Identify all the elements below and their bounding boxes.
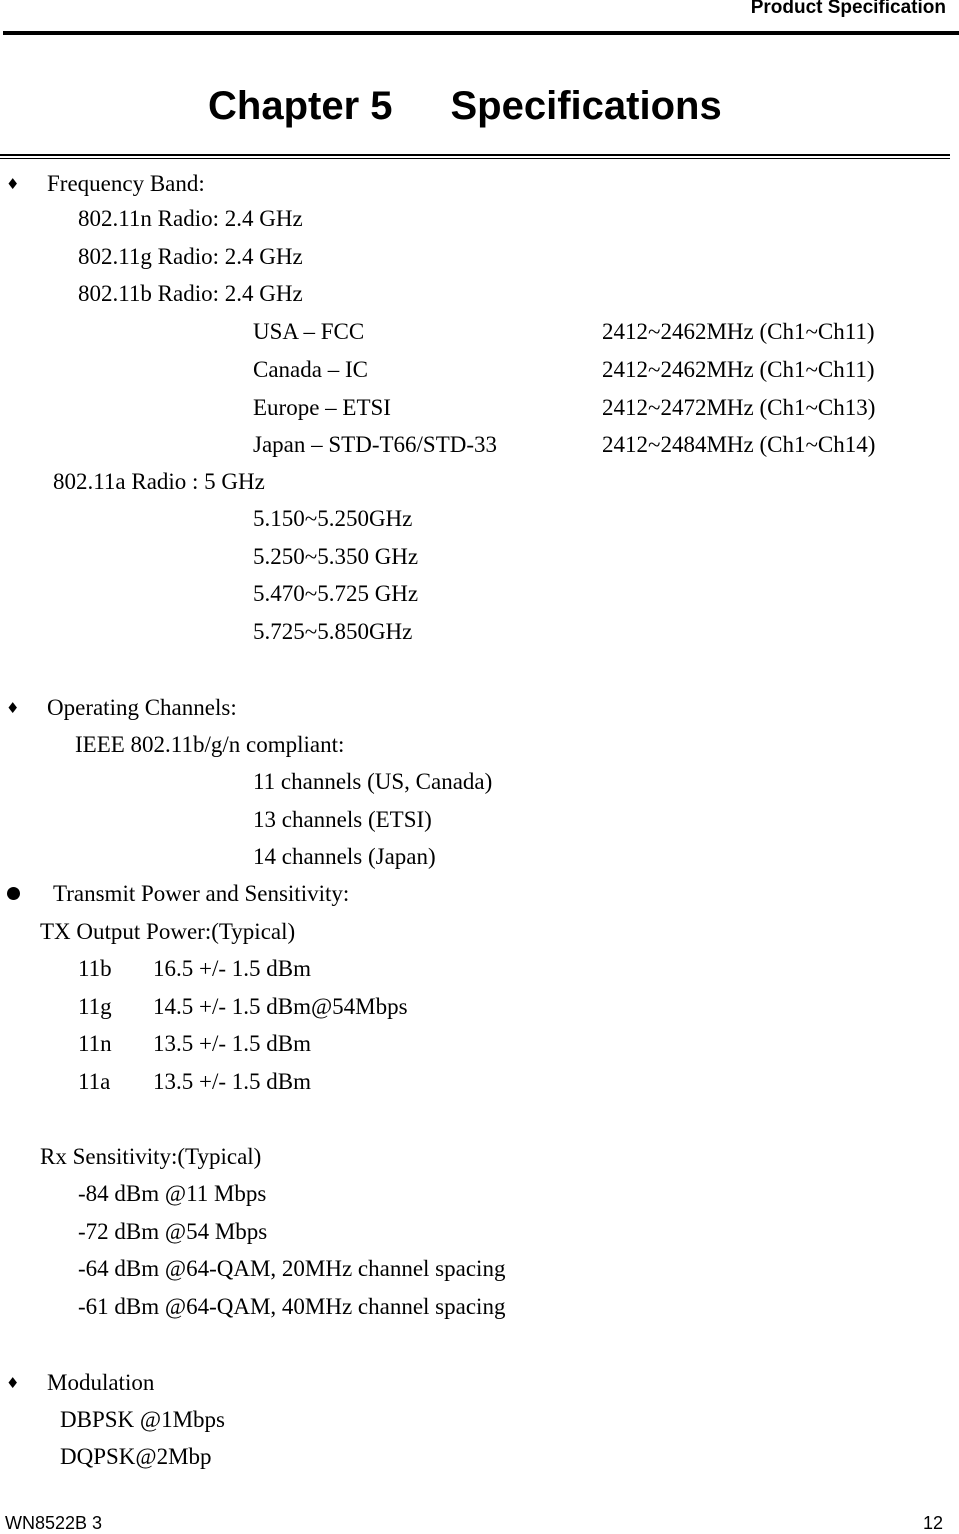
frequency-heading: Frequency Band:: [47, 171, 205, 196]
region-name: Japan – STD-T66/STD-33: [253, 432, 498, 457]
rx-item: -64 dBm @64-QAM, 20MHz channel spacing: [78, 1256, 506, 1281]
region-name: USA – FCC: [253, 319, 365, 344]
running-header: Product Specification: [750, 0, 946, 18]
modulation-item: DBPSK @1Mbps: [60, 1407, 225, 1432]
band-5g: 5.725~5.850GHz: [253, 619, 413, 644]
tx-value: 13.5 +/- 1.5 dBm: [153, 1031, 312, 1056]
title-rule-thick: [0, 154, 950, 156]
page-number: 12: [922, 1513, 943, 1533]
modulation-heading: Modulation: [47, 1370, 155, 1395]
tx-value: 13.5 +/- 1.5 dBm: [153, 1069, 312, 1094]
footer-model: WN8522B 3: [5, 1513, 103, 1533]
rx-item: -72 dBm @54 Mbps: [78, 1219, 268, 1244]
band-5g: 5.470~5.725 GHz: [253, 581, 419, 606]
tx-value: 14.5 +/- 1.5 dBm@54Mbps: [153, 994, 408, 1019]
diamond-bullet-icon: ♦: [6, 699, 20, 717]
radio-11g: 802.11g Radio: 2.4 GHz: [78, 244, 303, 269]
radio-11a: 802.11a Radio : 5 GHz: [53, 469, 265, 494]
rx-heading: Rx Sensitivity:(Typical): [40, 1144, 262, 1169]
chapter-title: Specifications: [450, 84, 722, 128]
tx-mode: 11n: [78, 1031, 112, 1056]
chapter-heading: [208, 82, 722, 130]
region-range: 2412~2462MHz (Ch1~Ch11): [602, 357, 875, 382]
tx-value: 16.5 +/- 1.5 dBm: [153, 956, 312, 981]
tx-mode: 11g: [78, 994, 112, 1019]
tx-mode: 11a: [78, 1069, 111, 1094]
band-5g: 5.150~5.250GHz: [253, 506, 413, 531]
channel-item: 13 channels (ETSI): [253, 807, 432, 832]
radio-11b: 802.11b Radio: 2.4 GHz: [78, 281, 303, 306]
band-5g: 5.250~5.350 GHz: [253, 544, 419, 569]
region-range: 2412~2472MHz (Ch1~Ch13): [602, 395, 876, 420]
region-name: Canada – IC: [253, 357, 368, 382]
channels-heading: Operating Channels:: [47, 695, 237, 720]
rx-item: -84 dBm @11 Mbps: [78, 1181, 267, 1206]
modulation-item: DQPSK@2Mbp: [60, 1444, 212, 1469]
round-bullet-icon: [7, 887, 20, 900]
rx-item: -61 dBm @64-QAM, 40MHz channel spacing: [78, 1294, 506, 1319]
diamond-bullet-icon: ♦: [6, 175, 20, 193]
channel-item: 14 channels (Japan): [253, 844, 436, 869]
title-rule-thin: [0, 158, 950, 159]
diamond-bullet-icon: ♦: [6, 1374, 20, 1392]
header-rule: [3, 31, 959, 35]
region-range: 2412~2462MHz (Ch1~Ch11): [602, 319, 875, 344]
chapter-number: Chapter 5: [208, 84, 393, 128]
channel-item: 11 channels (US, Canada): [253, 769, 493, 794]
channels-compliance: IEEE 802.11b/g/n compliant:: [75, 732, 345, 757]
region-name: Europe – ETSI: [253, 395, 391, 420]
power-heading: Transmit Power and Sensitivity:: [53, 881, 350, 906]
tx-heading: TX Output Power:(Typical): [40, 919, 296, 944]
radio-11n: 802.11n Radio: 2.4 GHz: [78, 206, 303, 231]
tx-mode: 11b: [78, 956, 112, 981]
region-range: 2412~2484MHz (Ch1~Ch14): [602, 432, 876, 457]
